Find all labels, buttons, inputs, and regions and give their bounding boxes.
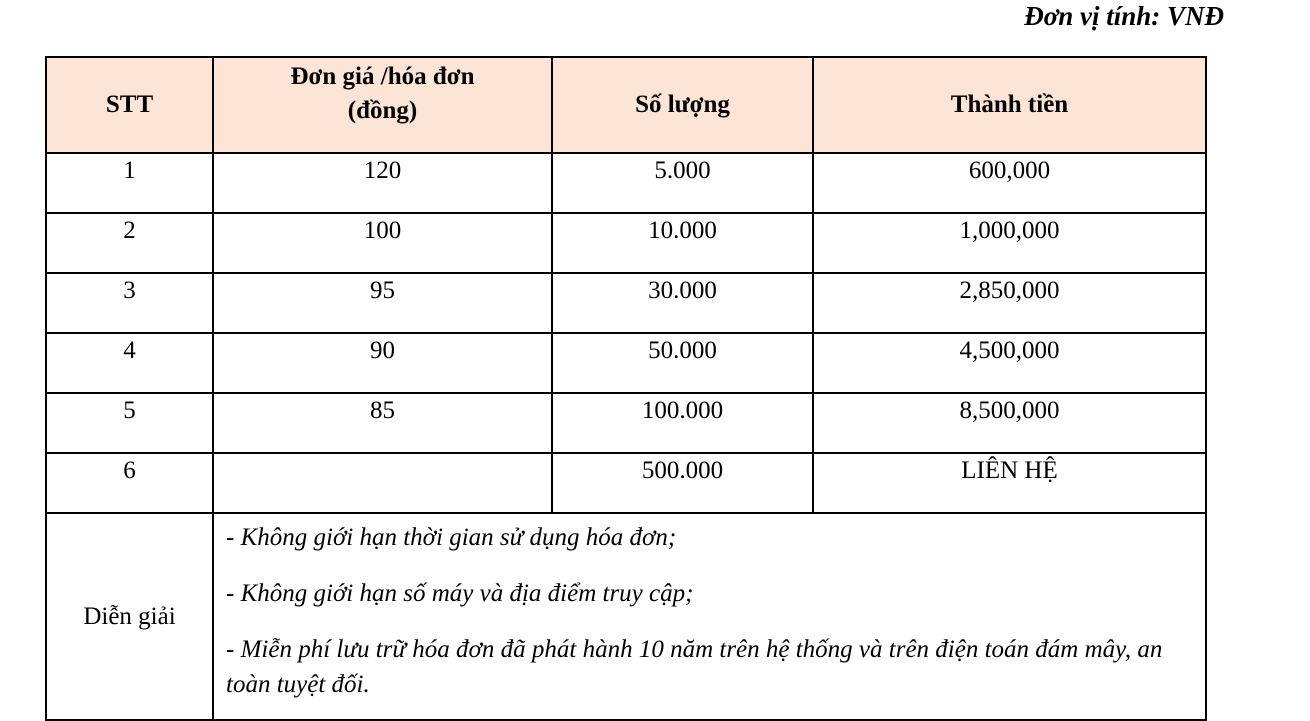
cell-quantity: 30.000 bbox=[552, 273, 813, 333]
header-total: Thành tiền bbox=[813, 57, 1206, 153]
cell-total: 4,500,000 bbox=[813, 333, 1206, 393]
table-row bbox=[46, 153, 1206, 213]
cell-quantity: 500.000 bbox=[552, 453, 813, 513]
cell-stt: 4 bbox=[46, 333, 213, 393]
table-row bbox=[46, 273, 1206, 333]
cell-price: 120 bbox=[213, 153, 552, 213]
cell-quantity: 50.000 bbox=[552, 333, 813, 393]
note-item: - Không giới hạn thời gian sử dụng hóa đơn; bbox=[226, 524, 677, 551]
price-table bbox=[45, 56, 1207, 721]
table-row bbox=[46, 333, 1206, 393]
header-row bbox=[46, 57, 1206, 153]
cell-quantity: 100.000 bbox=[552, 393, 813, 453]
header-stt: STT bbox=[46, 57, 213, 153]
table-row bbox=[46, 213, 1206, 273]
cell-price bbox=[213, 453, 552, 513]
cell-stt: 6 bbox=[46, 453, 213, 513]
cell-quantity: 10.000 bbox=[552, 213, 813, 273]
cell-total: 1,000,000 bbox=[813, 213, 1206, 273]
cell-total: LIÊN HỆ bbox=[813, 453, 1206, 513]
notes-body bbox=[213, 513, 1206, 720]
header-price-line2: (đồng) bbox=[347, 97, 418, 124]
note-item: - Miễn phí lưu trữ hóa đơn đã phát hành 10 năm trên hệ thống và trên điện toán đám mây, an toàn tuyệt đối. bbox=[226, 636, 1163, 698]
cell-stt: 1 bbox=[46, 153, 213, 213]
table-row bbox=[46, 393, 1206, 453]
unit-label: Đơn vị tính: VNĐ bbox=[1024, 1, 1224, 31]
notes-row bbox=[46, 513, 1206, 720]
cell-total: 2,850,000 bbox=[813, 273, 1206, 333]
cell-total: 8,500,000 bbox=[813, 393, 1206, 453]
cell-price: 85 bbox=[213, 393, 552, 453]
header-quantity: Số lượng bbox=[552, 57, 813, 153]
cell-price: 90 bbox=[213, 333, 552, 393]
note-item: - Không giới hạn số máy và địa điểm truy cập; bbox=[226, 580, 694, 607]
cell-stt: 2 bbox=[46, 213, 213, 273]
cell-stt: 5 bbox=[46, 393, 213, 453]
cell-price: 95 bbox=[213, 273, 552, 333]
cell-quantity: 5.000 bbox=[552, 153, 813, 213]
header-price-line1: Đơn giá /hóa đơn bbox=[290, 63, 475, 90]
notes-label: Diễn giải bbox=[46, 513, 213, 720]
table-row bbox=[46, 453, 1206, 513]
cell-total: 600,000 bbox=[813, 153, 1206, 213]
header-price bbox=[213, 57, 552, 153]
cell-stt: 3 bbox=[46, 273, 213, 333]
cell-price: 100 bbox=[213, 213, 552, 273]
